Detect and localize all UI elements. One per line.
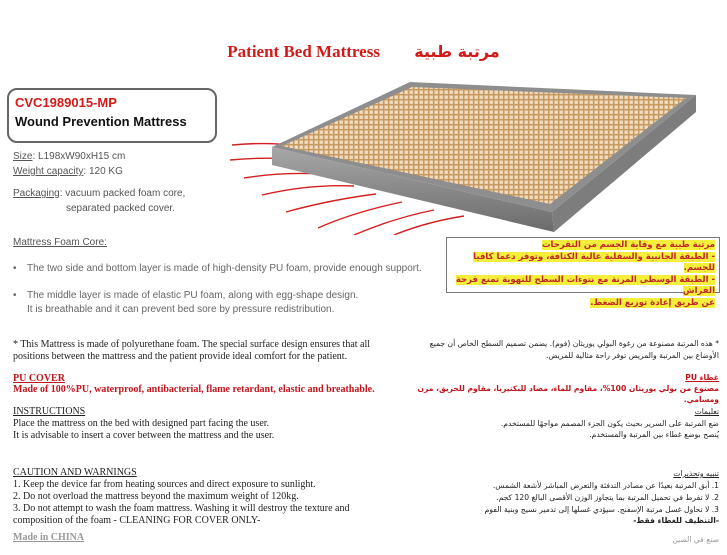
instructions-ar-line2: يُنصح بوضع غطاء بين المرتبة والمستخدم. — [589, 430, 719, 439]
instructions-ar-line1: ضع المرتبة على السرير بحيث يكون الجزء المصمم مواجهًا للمستخدم. — [500, 419, 719, 428]
spec-packaging-line1: : vacuum packed foam core, — [59, 188, 186, 199]
title-arabic: مرتبة طبية — [414, 42, 500, 61]
spec-size-value: : L198xW90xH15 cm — [32, 151, 126, 162]
bullet-icon: • — [13, 263, 17, 274]
product-code: CVC1989015-MP — [15, 95, 117, 110]
description-en-line1: * This Mattress is made of polyurethane foam. The special surface design ensures that all — [13, 339, 371, 350]
arabic-box-line3: عن طريق إعادة توزيع الضغط. — [590, 298, 715, 308]
instructions-heading-ar: تعليمات — [694, 407, 719, 416]
product-name: Wound Prevention Mattress — [15, 114, 187, 129]
arabic-box-line1: - الطبقة الجانبية والسفلية عالية الكثافة، وتوفر دعما كافيا للجسم. — [473, 252, 715, 273]
core-bullet-2-line1: The middle layer is made of elastic PU foam, along with egg-shape design. — [27, 290, 359, 301]
core-heading: Mattress Foam Core: — [13, 237, 107, 248]
caution-heading: CAUTION AND WARNINGS — [13, 467, 137, 478]
spec-packaging — [13, 188, 185, 199]
core-bullet-2-line2: It is breathable and it can prevent bed sore by pressure redistribution. — [27, 304, 335, 315]
spec-packaging-line2: separated packed cover. — [66, 203, 175, 214]
mattress-image — [214, 60, 714, 235]
pu-cover-text-ar: مصنوع من بولي يوريثان 100%، مقاوم للماء، مضاد للبكتيريا، مقاوم للحريق، مرن ومسامي. — [417, 384, 719, 404]
spec-weight — [13, 166, 123, 177]
arabic-summary-box — [446, 237, 720, 308]
caution-en-line3: 3. Do not attempt to wash the foam mattress. Washing it will destroy the texture and — [13, 503, 350, 514]
caution-ar-line4: -التنظيف للغطاء فقط- — [633, 516, 719, 525]
made-in-china-ar: صنع في الصين — [672, 535, 719, 544]
caution-ar-line3: 3. لا تحاول غسل مرتبة الإسفنج. سيؤدي غسلها إلى تدمير نسيج وبنية الفوم — [484, 505, 719, 514]
caution-ar-line2: 2. لا تفرط في تحميل المرتبة بما يتجاوز الوزن الأقصى البالغ 120 كجم. — [496, 493, 719, 502]
description-ar-line2: الأوضاع بين المرتبة والمريض توفر راحة مثالية للمريض. — [545, 351, 719, 360]
description-en-line2: positions between the mattress and the patient provide ideal comfort for the patient. — [13, 351, 348, 362]
core-bullet-1 — [13, 262, 453, 276]
spec-weight-label: Weight capacity — [13, 166, 84, 177]
pu-cover-text: Made of 100%PU, waterproof, antibacterial, flame retardant, elastic and breathable. — [13, 384, 375, 395]
instructions-en-line2: It is advisable to insert a cover between the mattress and the user. — [13, 430, 275, 441]
title-english: Patient Bed Mattress — [227, 42, 380, 61]
page-title — [0, 42, 727, 62]
caution-en-line1: 1. Keep the device far from heating sources and direct exposure to sunlight. — [13, 479, 316, 490]
core-bullet-1-text: The two side and bottom layer is made of high-density PU foam, provide enough support. — [27, 263, 422, 274]
spec-size-label: Size — [13, 151, 33, 162]
made-in-china: Made in CHINA — [13, 532, 85, 543]
arabic-box-heading: مرتبة طبية مع وقاية الجسم من التقرحات — [542, 240, 715, 250]
instructions-heading: INSTRUCTIONS — [13, 406, 86, 417]
spec-packaging-label: Packaging — [13, 188, 60, 199]
arabic-box-line2: - الطبقة الوسطى المرنة مع نتوءات السطح للتهوية تمنع قرحة الفراش — [455, 275, 715, 296]
caution-en-line4: composition of the foam - CLEANING FOR COVER ONLY- — [13, 515, 261, 526]
pu-cover-heading: PU COVER — [13, 373, 65, 384]
caution-en-line2: 2. Do not overload the mattress beyond the maximum weight of 120kg. — [13, 491, 299, 502]
bullet-icon: • — [13, 290, 17, 301]
pu-cover-heading-ar: غطاء PU — [685, 373, 719, 382]
spec-weight-value: : 120 KG — [83, 166, 123, 177]
core-bullet-2 — [13, 289, 453, 303]
spec-size — [13, 151, 125, 162]
caution-heading-ar: تنبيه وتحذيرات — [673, 469, 719, 478]
caution-ar-line1: 1. أبق المرتبة بعيدًا عن مصادر التدفئة والتعرض المباشر لأشعة الشمس. — [492, 481, 719, 490]
instructions-en-line1: Place the mattress on the bed with designed part facing the user. — [13, 418, 270, 429]
description-ar-line1: * هذه المرتبة مصنوعة من رغوة البولي يوريثان (فوم). يضمن تصميم السطح الخاص أن جميع — [429, 339, 719, 348]
